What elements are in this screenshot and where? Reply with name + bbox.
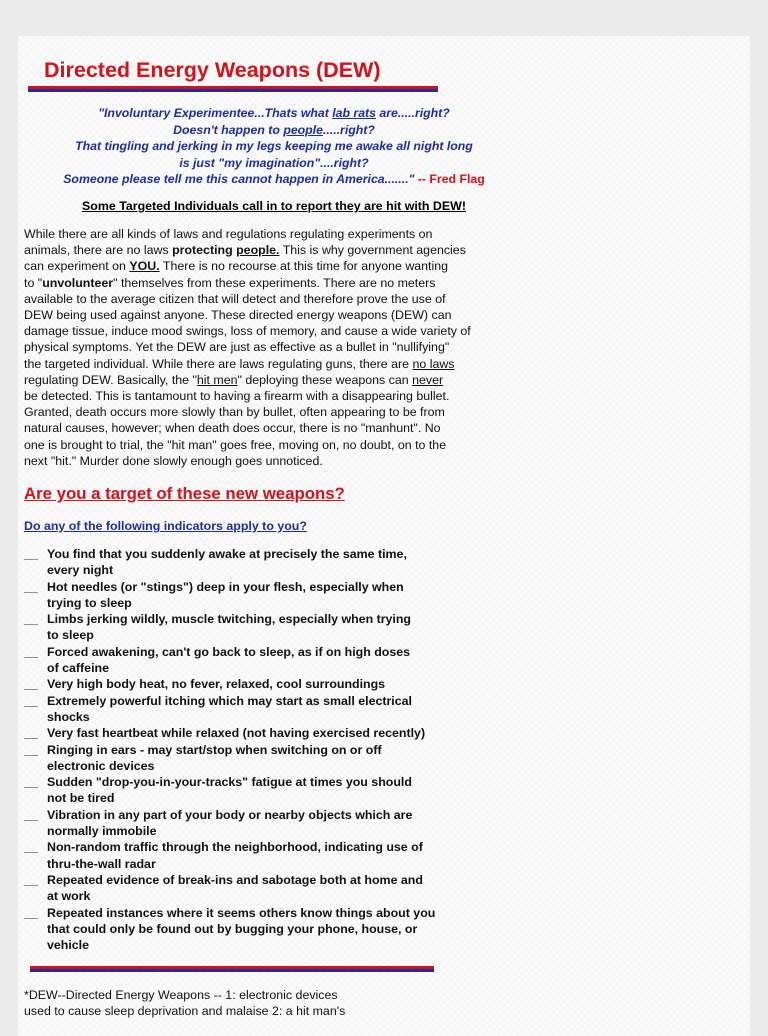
checklist-item bbox=[24, 546, 524, 579]
checklist-item bbox=[24, 579, 524, 612]
checkbox-blank: __ bbox=[24, 775, 38, 790]
underlined-no-laws: no laws bbox=[412, 356, 455, 371]
quote-line-5 bbox=[24, 171, 524, 188]
quote-line-1 bbox=[24, 105, 524, 122]
emphasis-people: people. bbox=[236, 243, 280, 258]
checklist-item bbox=[24, 725, 524, 741]
checklist-item bbox=[24, 872, 524, 905]
paragraph-text: be detected. This is tantamount to having a firearm with a disappearing bullet. Granted, death occurs more slowly than by bullet, often appearing to be from natural causes, however; when death does occur, there is no "manhunt". No one is brought to trial, the "hit man" goes free, moving on, no doubt, on to the next "hit." Murder done slowly enough goes unnoticed. bbox=[24, 389, 450, 468]
paragraph-text: regulating DEW. Basically, the " bbox=[24, 372, 197, 387]
quote-line-4: is just "my imagination"....right? bbox=[179, 155, 369, 170]
quote-text: .....right? bbox=[322, 122, 375, 137]
quote-text: "Involuntary Experimentee...Thats what bbox=[98, 106, 333, 120]
checklist-item bbox=[24, 905, 524, 954]
checkbox-blank: __ bbox=[24, 612, 38, 627]
paragraph-text: There is no recourse at this time for anyone wanting to " bbox=[24, 259, 449, 290]
checkbox-blank: __ bbox=[24, 872, 38, 887]
checklist-item-text: Sudden "drop-you-in-your-tracks" fatigue at times you should not be tired bbox=[47, 775, 412, 806]
quote-text: Someone please tell me this cannot happen in America......." bbox=[63, 172, 415, 186]
checklist-item bbox=[24, 644, 524, 677]
paragraph-text: While there are all kinds of laws and regulations regulating experiments on animals, there are no laws bbox=[24, 227, 433, 258]
checkbox-blank: __ bbox=[24, 742, 38, 757]
checklist-item bbox=[24, 742, 524, 775]
indicator-checklist bbox=[24, 546, 524, 953]
emphasis-you: YOU. bbox=[129, 259, 160, 274]
emphasis-unvolunteer: unvolunteer bbox=[42, 275, 114, 290]
footer-divider bbox=[30, 966, 434, 972]
opening-quote bbox=[24, 105, 524, 188]
checklist-item-text: Ringing in ears - may start/stop when switching on or off electronic devices bbox=[47, 742, 382, 773]
checkbox-blank: __ bbox=[24, 644, 38, 659]
checklist-item bbox=[24, 693, 524, 726]
quote-underlined-lab-rats: lab rats bbox=[332, 106, 376, 120]
page-title: Directed Energy Weapons (DEW) bbox=[44, 58, 381, 82]
checkbox-blank: __ bbox=[24, 905, 38, 920]
checklist-item-text: Very high body heat, no fever, relaxed, cool surroundings bbox=[47, 677, 386, 692]
checklist-item-text: Forced awakening, can't go back to sleep, as if on high doses of caffeine bbox=[47, 644, 411, 676]
section-subheading: Do any of the following indicators apply to you? bbox=[24, 519, 307, 533]
checkbox-blank: __ bbox=[24, 693, 38, 708]
checklist-item-text: Vibration in any part of your body or nearby objects which are normally immobile bbox=[47, 807, 413, 839]
checkbox-blank: __ bbox=[24, 807, 38, 822]
quote-attribution: -- Fred Flag bbox=[414, 172, 485, 186]
underlined-never: never bbox=[412, 372, 444, 387]
paragraph-text: This is why government agencies can experiment on bbox=[24, 243, 466, 274]
quote-underlined-people: people bbox=[283, 122, 323, 137]
checklist-item bbox=[24, 611, 524, 644]
footnote: *DEW--Directed Energy Weapons -- 1: electronic devices used to cause sleep deprivation and malaise 2: a hit man's bbox=[24, 988, 346, 1019]
subheading: Some Targeted Individuals call in to report they are hit with DEW! bbox=[82, 199, 466, 213]
paragraph-text: " themselves from these experiments. There are no meters available to the average citizen that will detect and therefore prove the use of DEW being used against anyone. These directed energy weapons (DEW) can damage tissue, induce mood swings, loss of memory, and cause a wide variety of physical symptoms. Yet the DEW are just as effective as a bullet in "nullifying" the targeted individual. While there are laws regulating guns, there are bbox=[24, 275, 471, 371]
emphasis-protecting: protecting bbox=[172, 243, 233, 258]
section-heading: Are you a target of these new weapons? bbox=[24, 484, 345, 503]
checklist-item-text: Non-random traffic through the neighborhood, indicating use of thru-the-wall radar bbox=[47, 840, 423, 871]
title-divider bbox=[28, 86, 438, 92]
paragraph-text: " deploying these weapons can bbox=[237, 372, 413, 387]
checklist-item-text: Hot needles (or "stings") deep in your flesh, especially when trying to sleep bbox=[47, 579, 404, 610]
checkbox-blank: __ bbox=[24, 677, 38, 692]
checklist-item-text: Very fast heartbeat while relaxed (not having exercised recently) bbox=[47, 726, 426, 741]
checklist-item-text: You find that you suddenly awake at precisely the same time, every night bbox=[47, 547, 407, 578]
checklist-item bbox=[24, 676, 524, 692]
quote-line-2 bbox=[24, 122, 524, 139]
checkbox-blank: __ bbox=[24, 579, 38, 594]
body-paragraph bbox=[24, 226, 524, 469]
checkbox-blank: __ bbox=[24, 840, 38, 855]
quote-line-3: That tingling and jerking in my legs keeping me awake all night long bbox=[75, 139, 473, 153]
checklist-item bbox=[24, 807, 524, 840]
checklist-item-text: Repeated instances where it seems others know things about you that could only be found out by bugging your phone, house, or vehicle bbox=[47, 905, 436, 953]
checklist-item bbox=[24, 839, 524, 872]
quote-text: are.....right? bbox=[376, 106, 450, 120]
underlined-hit-men: hit men bbox=[196, 372, 238, 387]
checklist-item-text: Extremely powerful itching which may start as small electrical shocks bbox=[47, 693, 412, 724]
quote-text: Doesn't happen to bbox=[173, 122, 284, 137]
checklist-item bbox=[24, 774, 524, 807]
checkbox-blank: __ bbox=[24, 726, 38, 741]
checkbox-blank: __ bbox=[24, 547, 38, 561]
document-page bbox=[18, 36, 750, 1036]
checklist-item-text: Limbs jerking wildly, muscle twitching, especially when trying to sleep bbox=[47, 612, 412, 643]
checklist-item-text: Repeated evidence of break-ins and sabotage both at home and at work bbox=[47, 872, 423, 904]
